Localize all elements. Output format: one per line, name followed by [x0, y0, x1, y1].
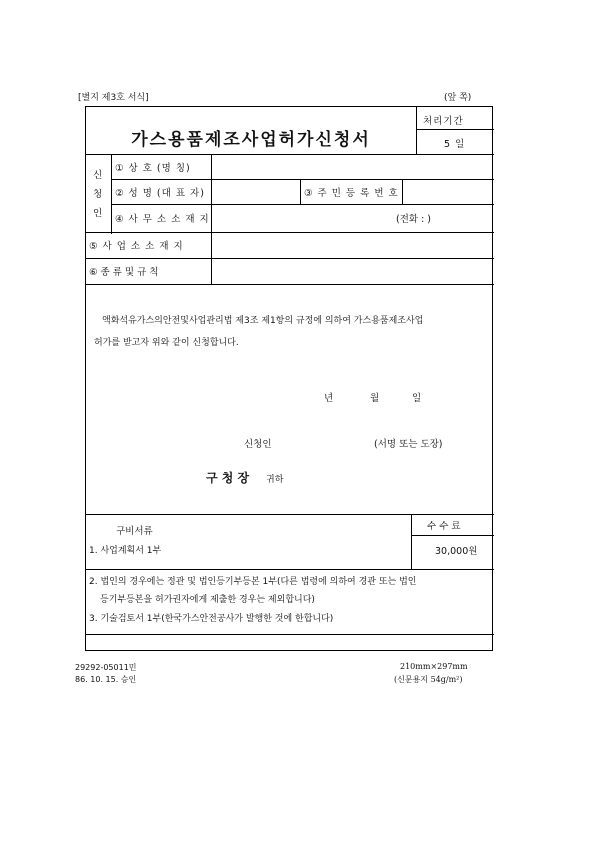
signature-note: (서명 또는 도장)	[374, 439, 443, 450]
divider	[86, 634, 494, 635]
date-day: 일	[412, 393, 422, 404]
date-year: 년	[324, 393, 334, 404]
kind-spec-label: ⑥ 종 류 및 규 칙	[89, 267, 159, 278]
applicant-label: 신청인	[244, 439, 272, 450]
divider	[111, 179, 494, 180]
statement-line-2: 허가를 받고자 위와 같이 신청합니다.	[94, 338, 239, 348]
business-address-label: ⑤ 사 업 소 소 재 지	[89, 241, 184, 252]
fee-label: 수 수 료	[427, 521, 461, 532]
document-item: 1. 사업계획서 1부	[89, 546, 162, 556]
office-address-label: ④ 사 무 소 소 재 지	[115, 214, 210, 225]
divider	[86, 154, 494, 155]
divider	[411, 535, 494, 536]
divider	[86, 514, 494, 515]
form-number: [별지 제3호 서식]	[78, 93, 149, 103]
page-side-label: (앞 쪽)	[444, 93, 472, 103]
statement-line-1: 액화석유가스의안전및사업관리법 제3조 제1항의 규정에 의하여 가스용품제조사업	[102, 316, 424, 326]
applicant-group-char: 인	[93, 208, 104, 219]
documents-title: 구비서류	[116, 526, 153, 537]
divider	[411, 514, 412, 569]
divider	[86, 232, 494, 233]
phone-label: (전화 : )	[396, 214, 432, 225]
divider	[211, 154, 212, 284]
form-code: 29292-05011민	[75, 663, 137, 672]
divider	[86, 284, 494, 285]
processing-period-value: 5 일	[444, 139, 466, 150]
divider	[416, 107, 417, 154]
document-item: 등기부등본을 허가권자에게 제출한 경우는 제외합니다)	[100, 595, 315, 605]
divider	[111, 154, 112, 234]
recipient-suffix: 귀하	[266, 475, 284, 485]
divider	[111, 204, 494, 205]
divider	[86, 258, 494, 259]
representative-name-label: ② 성 명 (대 표 자)	[115, 188, 205, 199]
trade-name-label: ① 상 호 (명 칭)	[115, 163, 191, 174]
document-item: 3. 기술검토서 1부(한국가스안전공사가 발행한 것에 한합니다)	[89, 614, 334, 624]
date-month: 월	[370, 393, 380, 404]
applicant-group-char: 청	[93, 189, 104, 200]
divider	[300, 179, 301, 204]
applicant-group-char: 신	[93, 170, 104, 181]
divider	[416, 129, 494, 130]
paper-size: 210mm×297mm	[400, 662, 468, 671]
form-title: 가스용품제조사업허가신청서	[131, 130, 371, 150]
divider	[86, 569, 494, 570]
recipient: 구 청 장	[206, 471, 250, 485]
processing-period-label: 처리기간	[423, 116, 464, 127]
divider	[402, 179, 403, 204]
paper-type: (신문용지 54g/m²)	[394, 675, 463, 684]
resident-number-label: ③ 주 민 등 록 번 호	[304, 188, 399, 199]
application-form	[85, 106, 493, 651]
approval-date: 86. 10. 15. 승인	[75, 675, 137, 684]
fee-value: 30,000원	[435, 546, 478, 557]
document-item: 2. 법인의 경우에는 정관 및 법인등기부등본 1부(다른 법령에 의하여 경관 또는 법인	[89, 577, 417, 587]
